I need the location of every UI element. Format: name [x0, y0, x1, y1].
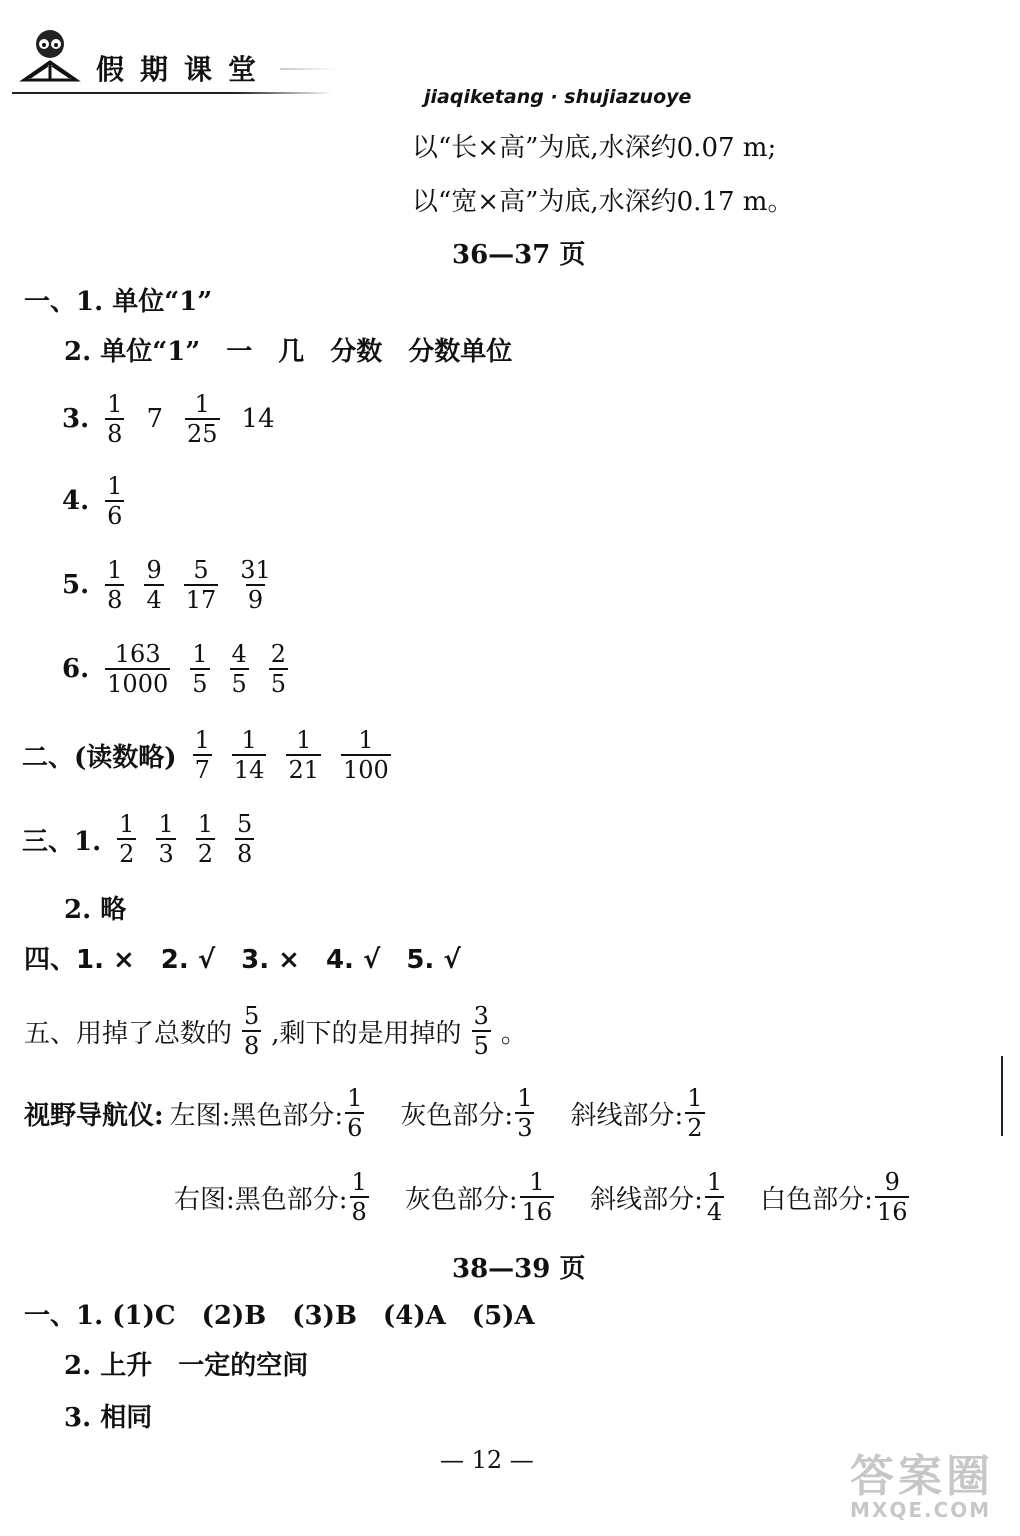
fraction — [705, 1168, 724, 1226]
numerator: 163 — [114, 640, 161, 668]
answer-5-suffix: 。 — [500, 1018, 527, 1049]
intro-line-2: 以“宽×高”为底,水深约0.17 m。 — [412, 187, 794, 217]
numerator: 1 — [107, 472, 123, 500]
fraction: $\frac{3}{5}$ — [473, 1002, 489, 1060]
fraction — [235, 810, 254, 868]
fraction — [230, 640, 249, 698]
denominator: 5 — [270, 670, 287, 698]
numerator: 9 — [884, 1168, 900, 1196]
numerator: 1 — [351, 1168, 367, 1196]
answer-5-middle: ,剩下的是用掉的 — [271, 1018, 462, 1049]
answer-label: 3. — [62, 404, 90, 434]
denominator: 1000 — [107, 670, 169, 698]
numerator: 31 — [240, 556, 271, 584]
denominator: 3 — [158, 840, 174, 868]
fraction — [193, 726, 212, 784]
margin-bar — [1001, 1056, 1003, 1136]
answer-1-4 — [62, 472, 134, 530]
fraction — [196, 810, 215, 868]
denominator: 8 — [107, 420, 123, 448]
fraction — [341, 726, 391, 784]
fraction — [105, 640, 170, 698]
fraction — [286, 726, 321, 784]
answer-1-3 — [62, 390, 287, 448]
numerator: 1 — [687, 1084, 703, 1112]
denominator: 100 — [342, 756, 389, 784]
intro-line-1: 以“长×高”为底,水深约0.07 m; — [412, 133, 777, 163]
fraction — [238, 556, 273, 614]
numerator: 1 — [158, 810, 174, 838]
header-title: 假期课堂 — [96, 53, 273, 86]
numerator: 1 — [529, 1168, 545, 1196]
nav-part-label: 左图:黑色部分: — [169, 1100, 344, 1131]
fraction: $\frac{5}{8}$ — [244, 1002, 260, 1060]
denominator: 4 — [706, 1198, 723, 1226]
answer-3-2: 2. 略 — [64, 895, 127, 925]
nav-part-label: 白色部分: — [760, 1184, 873, 1215]
fraction — [520, 1168, 555, 1226]
fraction — [685, 1084, 704, 1142]
numerator: 9 — [146, 556, 162, 584]
numerator: 1 — [194, 726, 210, 754]
answer-value: 7 — [146, 404, 163, 434]
header-pinyin: jiaqiketang · shujiazuoye — [424, 86, 692, 108]
denominator: 6 — [347, 1114, 363, 1142]
nav-label: 视野导航仪: — [24, 1100, 164, 1131]
numerator: 1 — [192, 640, 208, 668]
numerator: 5 — [193, 556, 209, 584]
answer-1-6 — [62, 640, 298, 698]
numerator: 2 — [270, 640, 287, 668]
answer-4: 四、1. × 2. √ 3. × 4. √ 5. √ — [24, 945, 461, 975]
denominator: 2 — [197, 840, 213, 868]
header-rule-accent — [280, 68, 340, 70]
answer-1-2: 2. 单位“1” 一 几 分数 分数单位 — [64, 337, 513, 367]
fraction — [350, 1168, 369, 1226]
numerator: 5 — [237, 810, 253, 838]
answer-value: 14 — [241, 404, 275, 434]
book-mascot-logo — [18, 22, 82, 86]
section-title-38-39: 38—39 页 — [452, 1254, 586, 1284]
denominator: 9 — [247, 586, 264, 614]
nav-part-label: 斜线部分: — [590, 1184, 703, 1215]
nav-part-label: 右图:黑色部分: — [174, 1184, 348, 1215]
answer-s2-1-1: 一、1. (1)C (2)B (3)B (4)A (5)A — [24, 1301, 535, 1331]
answer-label: 二、(读数略) — [22, 742, 177, 773]
numerator: 1 — [107, 390, 123, 418]
fraction — [190, 640, 209, 698]
denominator: 3 — [517, 1114, 533, 1142]
fraction — [345, 1084, 364, 1142]
denominator: 6 — [107, 502, 123, 530]
numerator: 1 — [107, 556, 123, 584]
denominator: 16 — [521, 1198, 553, 1226]
answer-label: 5. — [62, 570, 90, 600]
answer-3-1 — [22, 810, 264, 868]
answer-label: 6. — [62, 654, 90, 684]
fraction — [117, 810, 136, 868]
fraction — [184, 556, 219, 614]
answer-label: 4. — [62, 486, 90, 516]
numerator: 1 — [517, 1084, 533, 1112]
fraction — [105, 556, 124, 614]
denominator: 8 — [107, 586, 123, 614]
header-rule — [12, 92, 332, 94]
answer-1-5 — [62, 556, 283, 614]
nav-part-label: 灰色部分: — [400, 1100, 514, 1131]
denominator: 17 — [185, 586, 217, 614]
answer-s2-1-3: 3. 相同 — [64, 1403, 153, 1433]
nav-part-label: 灰色部分: — [404, 1184, 518, 1215]
watermark-url: MXQE.COM — [850, 1498, 992, 1522]
watermark-title: 答案圈 — [850, 1451, 994, 1502]
numerator: 1 — [194, 390, 210, 418]
numerator: 1 — [296, 726, 312, 754]
section-title-36-37: 36—37 页 — [452, 240, 586, 270]
fraction — [156, 810, 175, 868]
nav-left-row — [24, 1084, 715, 1142]
denominator: 4 — [146, 586, 162, 614]
denominator: 2 — [119, 840, 135, 868]
fraction — [269, 640, 288, 698]
denominator: 7 — [194, 756, 210, 784]
numerator: 1 — [119, 810, 135, 838]
numerator: 1 — [197, 810, 213, 838]
numerator: 1 — [241, 726, 257, 754]
denominator: 8 — [237, 840, 253, 868]
numerator: 4 — [231, 640, 247, 668]
fraction — [105, 472, 124, 530]
denominator: 25 — [186, 420, 218, 448]
fraction — [105, 390, 124, 448]
denominator: 14 — [233, 756, 265, 784]
fraction — [875, 1168, 910, 1226]
fraction — [185, 390, 220, 448]
page-number: — 12 — — [440, 1446, 534, 1474]
denominator: 5 — [192, 670, 208, 698]
answer-5 — [24, 1002, 527, 1060]
numerator: 1 — [706, 1168, 723, 1196]
fraction — [232, 726, 267, 784]
denominator: 21 — [288, 756, 319, 784]
site-watermark — [840, 1440, 1010, 1530]
denominator: 16 — [876, 1198, 908, 1226]
numerator: 1 — [358, 726, 374, 754]
fraction — [515, 1084, 534, 1142]
nav-right-row — [174, 1168, 919, 1226]
denominator: 5 — [231, 670, 247, 698]
answer-2 — [22, 726, 401, 784]
numerator: 1 — [347, 1084, 363, 1112]
answer-s2-1-2: 2. 上升 一定的空间 — [64, 1351, 309, 1381]
denominator: 2 — [687, 1114, 703, 1142]
answer-label: 三、1. — [22, 826, 102, 857]
nav-part-label: 斜线部分: — [570, 1100, 684, 1131]
answer-1-1: 一、1. 单位“1” — [24, 287, 213, 317]
fraction — [144, 556, 163, 614]
denominator: 8 — [351, 1198, 367, 1226]
answer-5-prefix: 五、用掉了总数的 — [24, 1018, 233, 1049]
